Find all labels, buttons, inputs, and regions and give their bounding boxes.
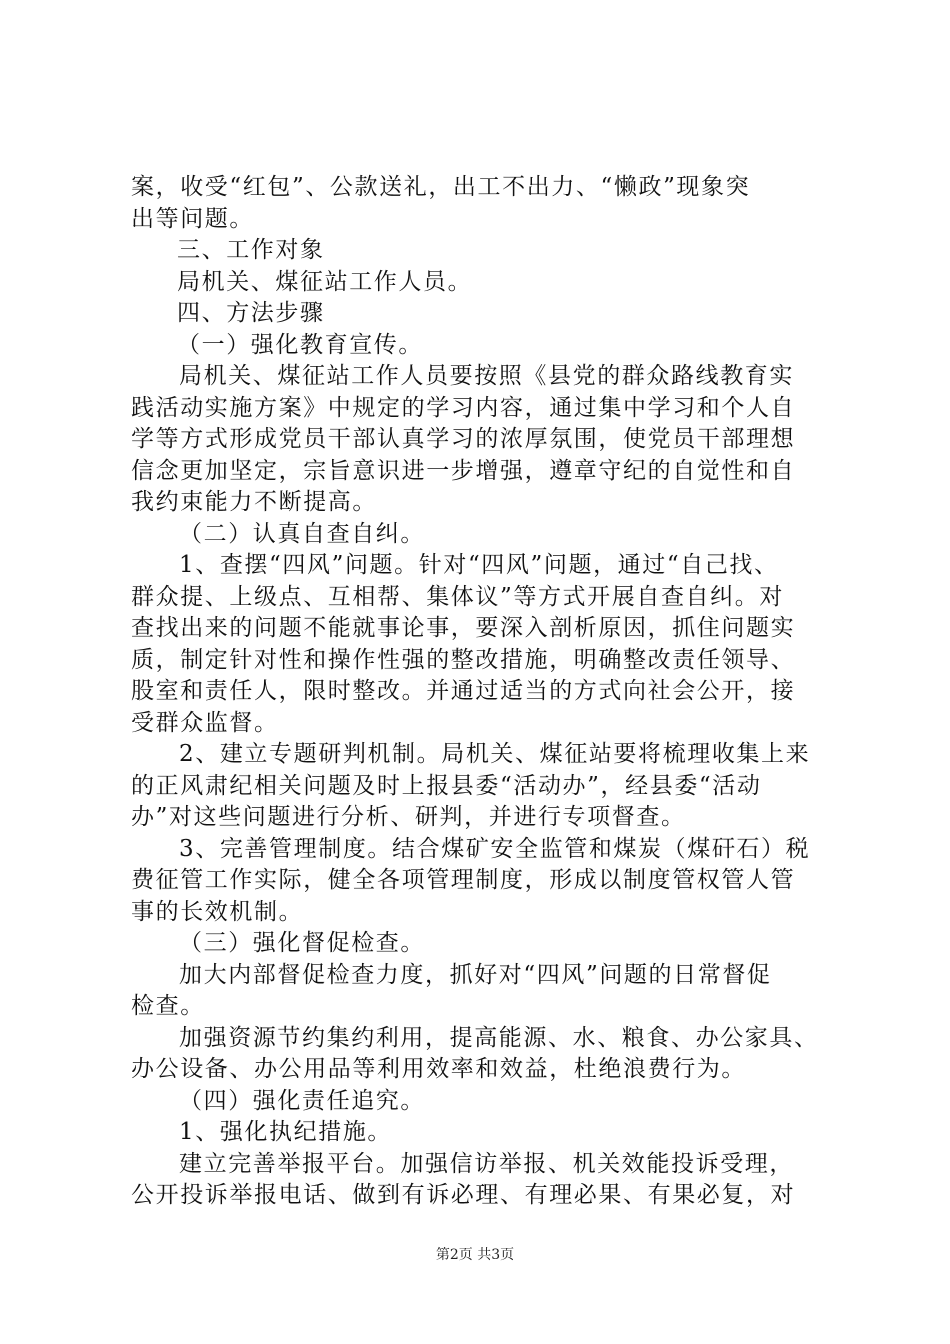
text-line: 学等方式形成党员干部认真学习的浓厚氛围，使党员干部理想 [131, 426, 796, 452]
text-line: 办公设备、办公用品等利用效率和效益，杜绝浪费行为。 [131, 1056, 746, 1082]
text-line: 股室和责任人，限时整改。并通过适当的方式向社会公开，接 [131, 678, 796, 704]
text-line: 查找出来的问题不能就事论事，要深入剖析原因，抓住问题实 [131, 615, 796, 641]
text-line: 加强资源节约集约利用，提高能源、水、粮食、办公家具、 [179, 1024, 819, 1051]
text-line: 四、方法步骤 [177, 300, 325, 326]
text-line: 加大内部督促检查力度，抓好对“四风”问题的日常督促 [179, 961, 772, 988]
text-line: 出等问题。 [131, 205, 254, 232]
text-line: 受群众监督。 [131, 709, 279, 736]
text-line: 事的长效机制。 [131, 898, 304, 925]
text-line: 三、工作对象 [177, 237, 325, 263]
text-line: （三）强化督促检查。 [179, 930, 425, 956]
page-footer: 第2页 共3页 [435, 1247, 515, 1263]
text-line: （一）强化教育宣传。 [177, 331, 423, 358]
text-line: （四）强化责任追究。 [179, 1087, 425, 1114]
text-line: 群众提、上级点、互相帮、集体议”等方式开展自查自纠。对 [131, 583, 784, 610]
text-line: （二）认真自查自纠。 [179, 520, 425, 547]
text-line: 1、查摆“四风”问题。针对“四风”问题，通过“自己找、 [179, 552, 779, 578]
text-line: 践活动实施方案》中规定的学习内容，通过集中学习和个人自 [131, 394, 796, 421]
text-line: 局机关、煤征站工作人员要按照《县党的群众路线教育实 [179, 363, 794, 389]
text-line: 建立完善举报平台。加强信访举报、机关效能投诉受理， [179, 1150, 794, 1177]
text-line: 费征管工作实际，健全各项管理制度，形成以制度管权管人管 [131, 867, 796, 893]
text-line: 办”对这些问题进行分析、研判，并进行专项督查。 [131, 804, 686, 830]
text-line: 3、完善管理制度。结合煤矿安全监管和煤炭（煤矸石）税 [179, 835, 811, 862]
text-line: 我约束能力不断提高。 [131, 489, 377, 515]
text-line: 信念更加坚定，宗旨意识进一步增强，遵章守纪的自觉性和自 [131, 457, 796, 484]
text-line: 1、强化执纪措施。 [179, 1119, 393, 1145]
text-line: 2、建立专题研判机制。局机关、煤征站要将梳理收集上来 [179, 741, 811, 767]
text-line: 局机关、煤征站工作人员。 [177, 268, 473, 295]
text-line: 的正风肃纪相关问题及时上报县委“活动办”，经县委“活动 [131, 772, 762, 799]
document-body [131, 172, 829, 1212]
text-line: 案，收受“红包”、公款送礼，出工不出力、“懒政”现象突 [131, 174, 751, 200]
text-line: 检查。 [131, 993, 205, 1019]
text-line: 质，制定针对性和操作性强的整改措施，明确整改责任领导、 [131, 646, 796, 673]
text-line: 公开投诉举报电话、做到有诉必理、有理必果、有果必复，对 [131, 1182, 796, 1208]
